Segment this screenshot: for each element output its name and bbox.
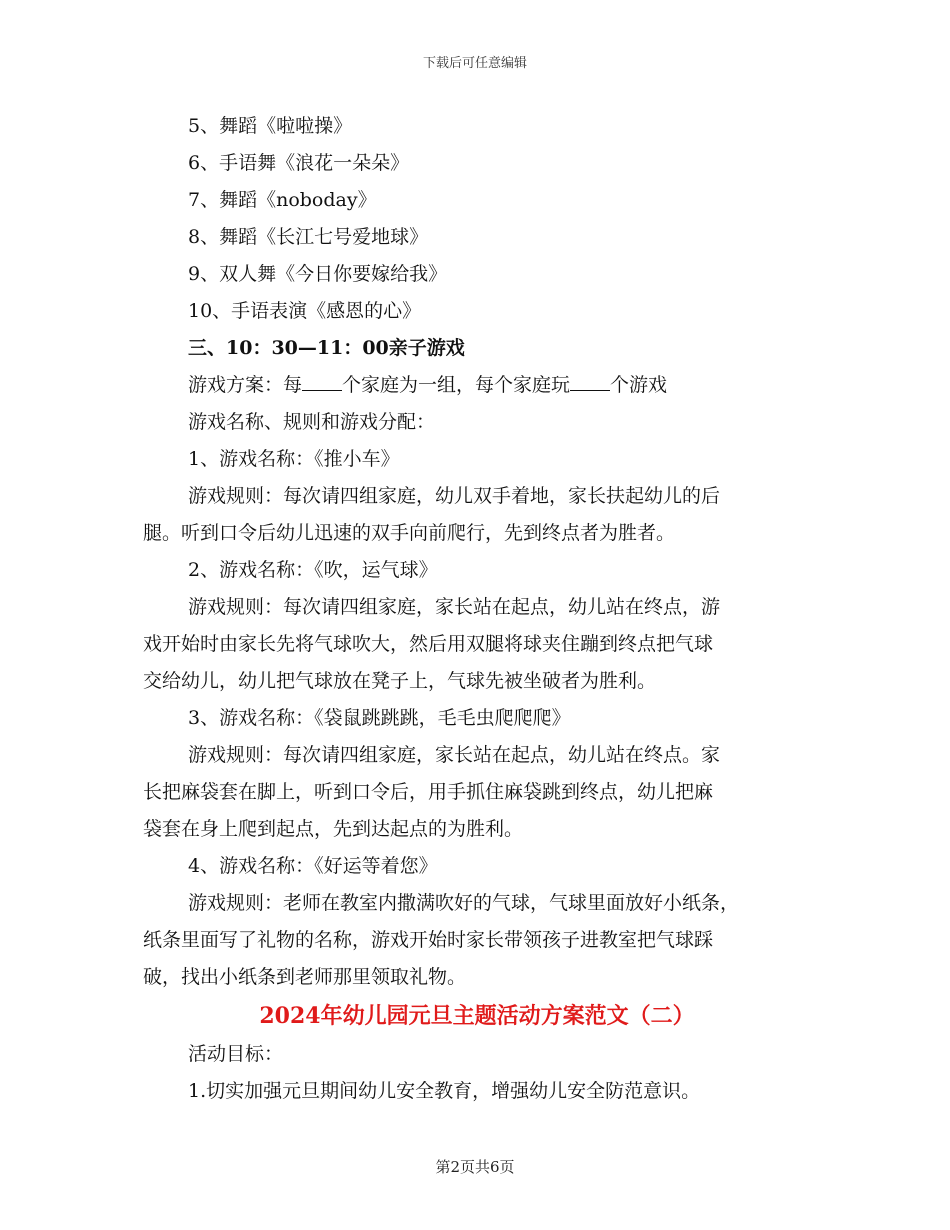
blank-underline: [302, 370, 342, 391]
game-rule-line: 袋套在身上爬到起点，先到达起点的为胜利。: [143, 818, 524, 840]
program-item: 9、双人舞《今日你要嫁给我》: [188, 263, 448, 285]
goal-item: 1.切实加强元旦期间幼儿安全教育，增强幼儿安全防范意识。: [188, 1080, 701, 1102]
game-plan-middle: 个家庭为一组，每个家庭玩: [342, 374, 571, 396]
game-plan-line: [143, 367, 811, 404]
program-item: 6、手语舞《浪花一朵朵》: [188, 152, 410, 174]
game-rule-line: 游戏规则：每次请四组家庭，幼儿双手着地，家长扶起幼儿的后: [188, 485, 721, 507]
game-rule-line: 破，找出小纸条到老师那里领取礼物。: [143, 966, 467, 988]
game-rule-line: 游戏规则：每次请四组家庭，家长站在起点，幼儿站在终点。家: [188, 744, 721, 766]
game-rule-line: 长把麻袋套在脚上，听到口令后，用手抓住麻袋跳到终点，幼儿把麻: [143, 781, 714, 803]
goal-label: 活动目标：: [188, 1043, 284, 1065]
game-name: 4、游戏名称：《好运等着您》: [188, 855, 438, 877]
section-heading: 三、10：30—11：00亲子游戏: [188, 337, 465, 359]
program-item: 7、舞蹈《noboday》: [188, 189, 377, 211]
game-rule-line: 纸条里面写了礼物的名称，游戏开始时家长带领孩子进教室把气球踩: [143, 929, 714, 951]
part2-title: 2024年幼儿园元旦主题活动方案范文（二）: [259, 1003, 695, 1029]
game-rule-line: 游戏规则：每次请四组家庭，家长站在起点，幼儿站在终点，游: [188, 596, 721, 618]
game-name: 3、游戏名称：《袋鼠跳跳跳，毛毛虫爬爬爬》: [188, 707, 571, 729]
program-item: 10、手语表演《感恩的心》: [188, 300, 422, 322]
game-rule-line: 交给幼儿，幼儿把气球放在凳子上，气球先被坐破者为胜利。: [143, 670, 657, 692]
game-plan-suffix: 个游戏: [610, 374, 668, 396]
game-rule-line: 游戏规则：老师在教室内撒满吹好的气球，气球里面放好小纸条，: [188, 892, 740, 914]
program-item: 8、舞蹈《长江七号爱地球》: [188, 226, 429, 248]
game-name: 2、游戏名称：《吹，运气球》: [188, 559, 438, 581]
blank-underline: [570, 370, 610, 391]
game-intro: 游戏名称、规则和游戏分配：: [188, 411, 436, 433]
game-rule-line: 戏开始时由家长先将气球吹大，然后用双腿将球夹住蹦到终点把气球: [143, 633, 714, 655]
game-name: 1、游戏名称：《推小车》: [188, 448, 400, 470]
game-rule-line: 腿。听到口令后幼儿迅速的双手向前爬行，先到终点者为胜者。: [143, 522, 676, 544]
page-footer: 第2页共6页: [435, 1158, 515, 1176]
game-plan-prefix: 游戏方案：每: [188, 374, 303, 396]
page-header: 下载后可任意编辑: [422, 56, 527, 71]
program-item: 5、舞蹈《啦啦操》: [188, 115, 353, 137]
document-body: [143, 108, 811, 1110]
